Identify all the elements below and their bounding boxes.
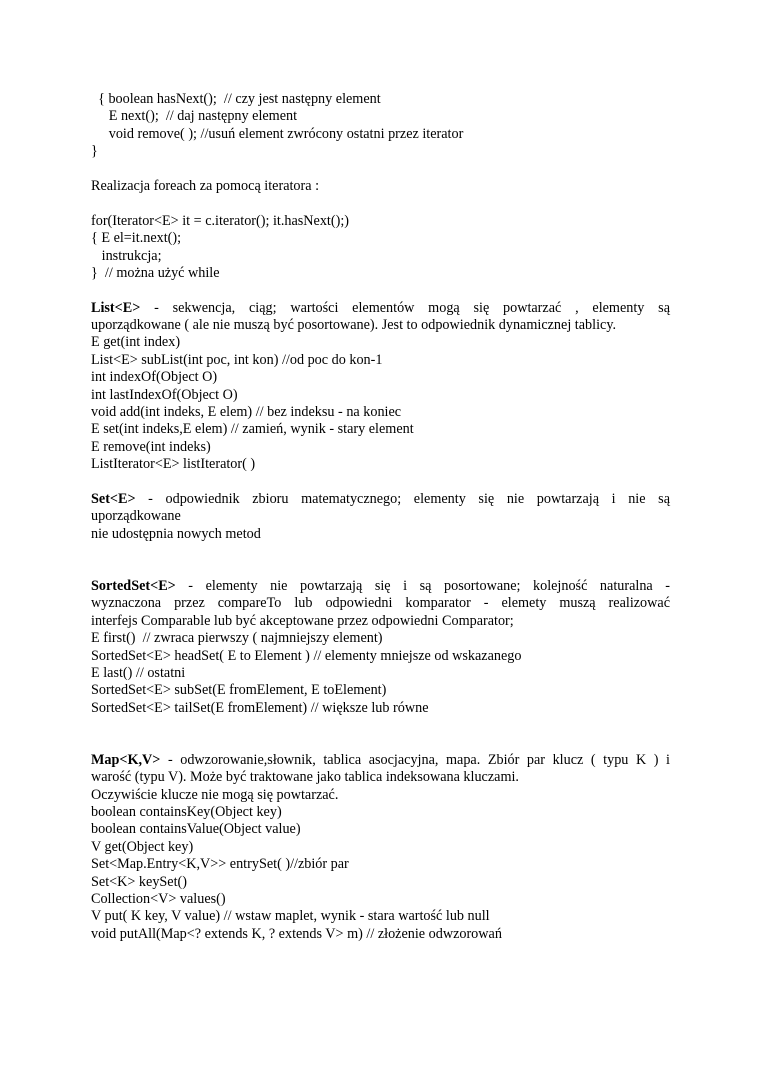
method-line: E first() // zwraca pierwszy ( najmniejszy element) [91,630,383,647]
list-title: List<E> [91,299,141,316]
map-title: Map<K,V> [91,751,161,768]
list-heading-line [91,300,670,317]
method-line: ListIterator<E> listIterator( ) [91,456,256,473]
method-line: void add(int indeks, E elem) // bez indeksu - na koniec [91,404,402,421]
code-line: void remove( ); //usuń element zwrócony ostatni przez iterator [91,125,464,142]
method-line: Set<K> keySet() [91,873,187,890]
method-line: SortedSet<E> headSet( E to Element ) // elementy mniejsze od wskazanego [91,647,522,664]
set-desc-2: uporządkowane [91,508,181,525]
method-line: int lastIndexOf(Object O) [91,386,238,403]
code-line: { E el=it.next(); [91,230,182,247]
code-line: E next(); // daj następny element [91,108,298,125]
method-line: E remove(int indeks) [91,438,211,455]
map-section [91,752,670,943]
map-desc-2: warość (typu V). Może być traktowane jako tablica indeksowana kluczami. [91,769,519,786]
method-line: SortedSet<E> subSet(E fromElement, E toElement) [91,682,387,699]
method-line: Collection<V> values() [91,891,226,907]
method-line: boolean containsValue(Object value) [91,821,301,838]
sortedset-desc-1: - elementy nie powtarzają się i są posortowane; kolejność naturalna - [175,577,670,594]
list-desc-1: - sekwencja, ciąg; wartości elementów mogą się powtarzać , elementy są [140,299,670,316]
document-body [91,91,670,943]
method-line: void putAll(Map<? extends K, ? extends V> m) // złożenie odwzorowań [91,925,502,942]
iterator-block [91,91,670,161]
set-desc-1: - odpowiednik zbioru matematycznego; elementy się nie powtarzają i nie są [135,490,670,507]
map-desc-3: Oczywiście klucze nie mogą się powtarzać. [91,786,339,803]
code-line: for(Iterator<E> it = c.iterator(); it.hasNext();) [91,212,349,229]
sortedset-section [91,578,670,717]
set-section [91,491,670,543]
method-line: List<E> subList(int poc, int kon) //od poc do kon-1 [91,351,383,368]
method-line: boolean containsKey(Object key) [91,804,282,821]
method-line: int indexOf(Object O) [91,369,218,386]
map-heading-line [91,752,670,769]
method-line: SortedSet<E> tailSet(E fromElement) // większe lub równe [91,699,429,716]
set-title: Set<E> [91,490,136,507]
foreach-intro: Realizacja foreach za pomocą iteratora : [91,177,320,194]
sortedset-title: SortedSet<E> [91,577,176,594]
list-section [91,300,670,474]
method-line: V get(Object key) [91,838,194,855]
sortedset-desc-3: interfejs Comparable lub być akceptowane przez odpowiedni Comparator; [91,612,514,629]
method-line: E set(int indeks,E elem) // zamień, wynik - stary element [91,421,414,438]
method-line: E get(int index) [91,334,181,351]
set-heading-line [91,491,670,508]
method-line: Set<Map.Entry<K,V>> entrySet( )//zbiór par [91,856,349,873]
method-line: E last() // ostatni [91,664,186,681]
code-line: } [91,143,98,160]
code-line: instrukcja; [91,247,162,264]
sortedset-desc-2: wyznaczona przez compareTo lub odpowiedni komparator - elemety muszą realizować [91,595,670,612]
list-desc-2: uporządkowane ( ale nie muszą być posortowane). Jest to odpowiednik dynamicznej tablicy. [91,317,617,334]
code-line: { boolean hasNext(); // czy jest następny element [91,91,381,107]
set-desc-3: nie udostępnia nowych metod [91,525,261,542]
map-desc-1: - odwzorowanie,słownik, tablica asocjacyjna, mapa. Zbiór par klucz ( typu K ) i [160,751,670,768]
code-line: } // można użyć while [91,264,220,281]
method-line: V put( K key, V value) // wstaw maplet, wynik - stara wartość lub null [91,908,490,925]
sortedset-heading-line [91,578,670,595]
foreach-code [91,213,670,283]
